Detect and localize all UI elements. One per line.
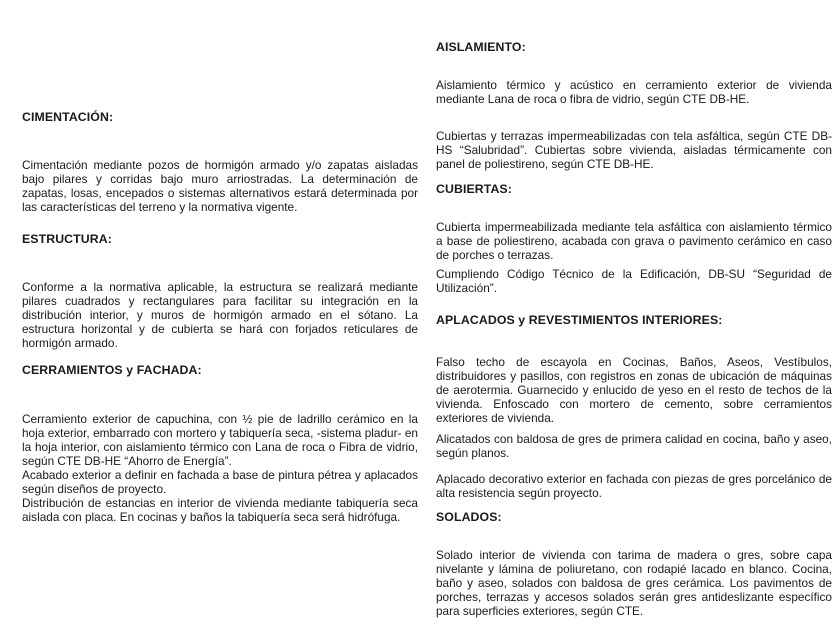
left-column bbox=[22, 0, 418, 524]
heading-estructura: ESTRUCTURA: bbox=[22, 232, 112, 246]
heading-cerramientos-fachada: CERRAMIENTOS y FACHADA: bbox=[22, 363, 202, 377]
paragraph-aplacados-3: Aplacado decorativo exterior en fachada con piezas de gres porcelánico de alta resistencia según proyecto. bbox=[436, 472, 832, 500]
right-column bbox=[436, 0, 832, 618]
paragraph-cubiertas-2: Cumpliendo Código Técnico de la Edificación, DB-SU “Seguridad de Utilización”. bbox=[436, 267, 832, 295]
paragraph-cerramientos-2: Acabado exterior a definir en fachada a base de pintura pétrea y aplacados según diseños de proyecto. bbox=[22, 468, 418, 496]
paragraph-aislamiento-1: Aislamiento térmico y acústico en cerramiento exterior de vivienda mediante Lana de roca o fibra de vidrio, según CTE DB-HE. bbox=[436, 78, 832, 106]
paragraph-aislamiento-2: Cubiertas y terrazas impermeabilizadas con tela asfáltica, según CTE DB-HS “Salubridad”. Cubiertas sobre vivienda, aisladas térmicamente con panel de poliestireno, según CTE DB-HE. bbox=[436, 129, 832, 171]
paragraph-cubiertas-1: Cubierta impermeabilizada mediante tela asfáltica con aislamiento térmico a base de poliestireno, acabada con grava o pavimento cerámico en caso de porches o terrazas. bbox=[436, 220, 832, 262]
paragraph-cerramientos-3: Distribución de estancias en interior de vivienda mediante tabiquería seca aislada con placa. En cocinas y baños la tabiquería seca será hidrófuga. bbox=[22, 496, 418, 524]
paragraph-estructura-1: Conforme a la normativa aplicable, la estructura se realizará mediante pilares cuadrados y rectangulares para facilitar su integración en la distribución interior, y muros de hormigón armado en el sótano. La estructura horizontal y de cubierta se hará con forjados reticulares de hormigón armado. bbox=[22, 280, 418, 350]
paragraph-cimentacion-1: Cimentación mediante pozos de hormigón armado y/o zapatas aisladas bajo pilares y corridas bajo muro arriostradas. La determinación de zapatas, losas, encepados o sistemas alternativos estará determinada por las características del terreno y la normativa vigente. bbox=[22, 158, 418, 214]
heading-cubiertas: CUBIERTAS: bbox=[436, 182, 512, 196]
paragraph-aplacados-1: Falso techo de escayola en Cocinas, Baños, Aseos, Vestíbulos, distribuidores y pasillos, con registros en zonas de ubicación de máquinas de aerotermia. Guarnecido y enlucido de yeso en el resto de techos de la vivienda. Enfoscado con mortero de cemento, sobre cerramientos exteriores de vivienda. bbox=[436, 355, 832, 425]
heading-aplacados-revestimientos: APLACADOS y REVESTIMIENTOS INTERIORES: bbox=[436, 313, 723, 327]
paragraph-cerramientos-1: Cerramiento exterior de capuchina, con ½ pie de ladrillo cerámico en la hoja exterior, embarrado con mortero y tabiquería seca, -sistema pladur- en la hoja interior, con aislamiento térmico con Lana de roca o Fibra de vidrio, según CTE DB-HE “Ahorro de Energía”. bbox=[22, 412, 418, 468]
heading-cimentacion: CIMENTACIÓN: bbox=[22, 110, 114, 124]
paragraph-aplacados-2: Alicatados con baldosa de gres de primera calidad en cocina, baño y aseo, según planos. bbox=[436, 432, 832, 460]
heading-solados: SOLADOS: bbox=[436, 510, 502, 524]
paragraph-solados-1: Solado interior de vivienda con tarima de madera o gres, sobre capa nivelante y lámina de poliuretano, con rodapié lacado en blanco. Cocina, baño y aseo, solados con baldosa de gres cerámica. Los pavimentos de porches, terrazas y accesos solados serán gres antideslizante específico para superficies exteriores, según CTE. bbox=[436, 548, 832, 618]
heading-aislamiento: AISLAMIENTO: bbox=[436, 40, 526, 54]
